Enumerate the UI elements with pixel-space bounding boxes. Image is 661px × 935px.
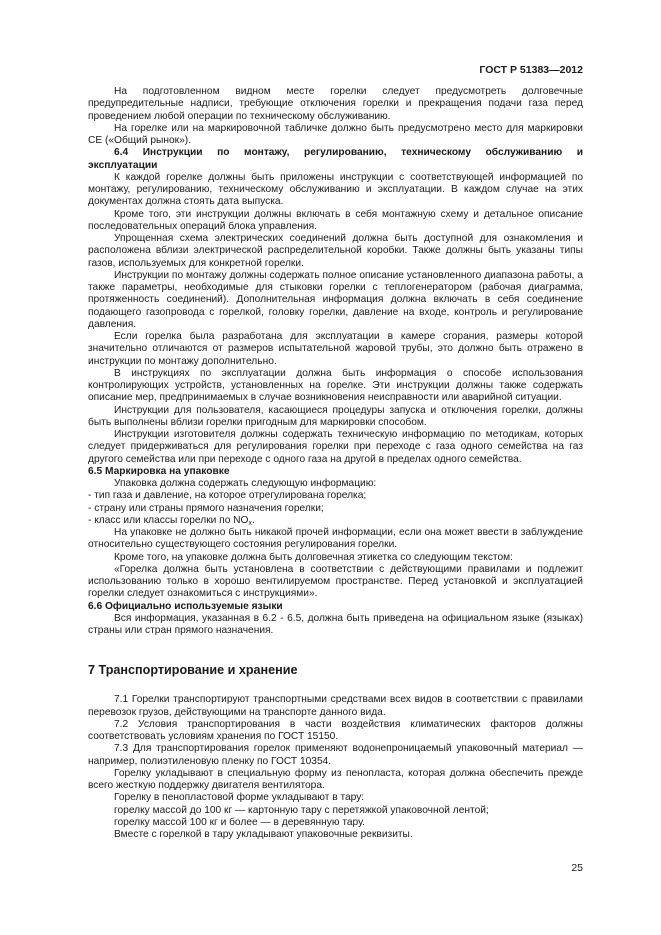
paragraph: Кроме того, на упаковке должна быть долговечная этикетка со следующим текстом: bbox=[114, 551, 513, 563]
document-header: ГОСТ Р 51383—2012 bbox=[479, 64, 583, 76]
page-number: 25 bbox=[571, 862, 583, 874]
paragraph: В инструкциях по эксплуатации должна быть информация о способе использования контролирующих устройств, установленных на горелке. Эти инструкции должны также содержать описание мер, предпринимаемых в случае возникновения неисправности или аварийной ситуации. bbox=[88, 367, 583, 404]
paragraph: На горелке или на маркировочной табличке должно быть предусмотрено место для маркировки СЕ («Общий рынок»). bbox=[88, 122, 583, 146]
paragraph: 7.1 Горелки транспортируют транспортными средствами всех видов в соответствии с правилами перевозок грузов, действующими на транспорте данного вида. bbox=[88, 694, 583, 718]
list-item: - страну или страны прямого назначения горелки; bbox=[88, 502, 324, 514]
section-heading-6-4: 6.4 Инструкции по монтажу, регулированию, техническому обслуживанию и bbox=[114, 147, 583, 159]
paragraph: Горелку в пенопластовой форме укладывают в тару: bbox=[114, 792, 365, 804]
paragraph: Инструкции изготовителя должны содержать техническую информацию по методикам, которых следует придерживаться для регулирования горелки при переходе с газа одного семейства на газ другого семейства или при переходе с одного газа на другой в пределах одного семейства. bbox=[88, 429, 583, 465]
page-body bbox=[88, 86, 583, 841]
section-heading-6-4-cont: эксплуатации bbox=[88, 159, 158, 171]
list-item: - тип газа и давление, на которое отрегулирована горелка; bbox=[88, 490, 367, 502]
list-item bbox=[88, 515, 583, 527]
paragraph: горелку массой до 100 кг — картонную тару с перетяжкой упаковочной лентой; bbox=[114, 804, 489, 816]
paragraph: К каждой горелке должны быть приложены инструкции с соответствующей информацией по монтажу, регулированию, техническому обслуживанию и эксплуатации. В каждом случае на этих документах должна стоять дата выпуска. bbox=[88, 171, 583, 208]
paragraph: Если горелка была разработана для эксплуатации в камере сгорания, размеры которой значительно отличаются от размеров испытательной жаровой трубы, это должно быть отражено в инструкции по монтажу дополнительно. bbox=[88, 331, 583, 367]
paragraph: Инструкции для пользователя, касающиеся процедуры запуска и отключения горелки, должны быть выполнены вблизи горелки пригодным для маркировки способом. bbox=[88, 404, 583, 428]
paragraph: Инструкции по монтажу должны содержать полное описание установленного диапазона работы, а также параметры, необходимые для стыковки горелки с теплогенератором (рабочая диаграмма, протяженность соединений). Дополнительная информация должна включать в себя соединение подающего газопровода с горелкой, головку горелки, давление на входе, контроль и регулирование давления. bbox=[88, 269, 583, 330]
list-item-text: - класс или классы горелки по NO bbox=[88, 514, 249, 526]
paragraph: Вместе с горелкой в тару укладывают упаковочные реквизиты. bbox=[114, 829, 413, 840]
section-heading-6-6: 6.6 Официально используемые языки bbox=[88, 600, 283, 612]
paragraph: Горелку укладывают в специальную форму из пенопласта, которая должна обеспечить прежде всего жесткую поддержку двигателя вентилятора. bbox=[88, 767, 583, 791]
section-heading-6-5: 6.5 Маркировка на упаковке bbox=[88, 465, 230, 477]
section-heading-7: 7 Транспортирование и хранение bbox=[88, 663, 298, 678]
paragraph: «Горелка должна быть установлена в соответствии с действующими правилами и подлежит использованию только в хорошо вентилируемом пространстве. Перед установкой и эксплуатацией горелки следует ознакомиться с инструкциями». bbox=[88, 563, 583, 600]
paragraph: 7.2 Условия транспортирования в части воздействия климатических факторов должны соответствовать условиям хранения по ГОСТ 15150. bbox=[88, 718, 583, 742]
paragraph: Кроме того, эти инструкции должны включать в себя монтажную схему и детальное описание последовательных операций блока управления. bbox=[88, 208, 583, 232]
list-item-end: . bbox=[251, 514, 255, 526]
paragraph: Упрощенная схема электрических соединений должна быть доступной для ознакомления и расположена вблизи электрической распределительной коробки. Также должны быть указаны типы газов, используемых для конкретной горелки. bbox=[88, 233, 583, 269]
paragraph: Вся информация, указанная в 6.2 - 6.5, должна быть приведена на официальном языке (языках) страны или стран прямого назначения. bbox=[88, 612, 583, 636]
paragraph: На упаковке не должно быть никакой прочей информации, если она может ввести в заблуждение относительно существующего состояния регулирования горелки. bbox=[88, 527, 583, 551]
paragraph: Упаковка должна содержать следующую информацию: bbox=[114, 478, 377, 489]
paragraph: На подготовленном видном месте горелки следует предусмотреть долговечные предупредительные надписи, требующие отключения горелки и прекращения подачи газа перед проведением любой операции по техническому обслуживанию. bbox=[88, 86, 583, 122]
paragraph: 7.3 Для транспортирования горелок применяют водонепроницаемый упаковочный материал — например, полиэтиленовую пленку по ГОСТ 10354. bbox=[88, 743, 583, 767]
paragraph: горелку массой 100 кг и более — в деревянную тару. bbox=[114, 816, 365, 828]
subscript-x: x bbox=[248, 519, 252, 527]
